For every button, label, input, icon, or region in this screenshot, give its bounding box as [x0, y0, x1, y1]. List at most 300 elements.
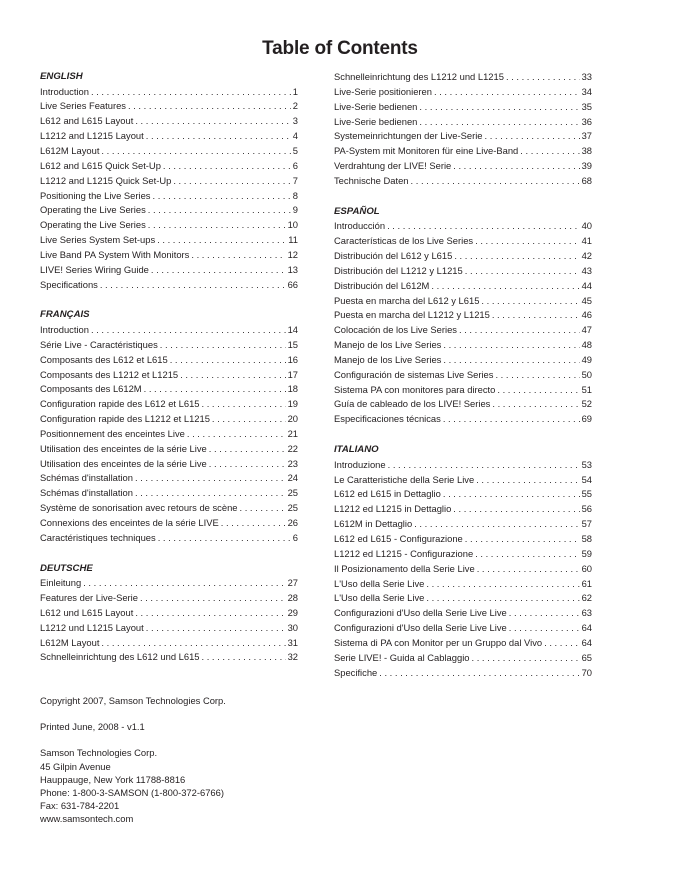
toc-entry[interactable]	[40, 412, 298, 427]
toc-entry[interactable]	[334, 606, 592, 621]
toc-entry-page: 44	[581, 279, 592, 291]
toc-entry-title: Live-Serie bedienen	[334, 115, 418, 127]
toc-entry-title: Introduction	[40, 324, 89, 335]
toc-entry-title: L1212 ed L1215 - Configurazione	[334, 547, 474, 559]
toc-entry-title: Technische Daten	[334, 174, 409, 186]
publisher-info	[40, 694, 226, 826]
toc-entry[interactable]	[40, 144, 298, 159]
toc-entry-page: 12	[287, 248, 298, 260]
dot-leader	[506, 70, 580, 85]
toc-column-left	[40, 70, 298, 681]
toc-entry-page: 25	[287, 502, 298, 514]
toc-entry-page: 32	[287, 651, 298, 663]
dot-leader	[477, 562, 580, 577]
toc-entry-title: Composants des L1212 et L1215	[40, 368, 179, 380]
toc-entry-page: 4	[292, 130, 298, 142]
toc-entry[interactable]	[40, 233, 298, 248]
toc-entry-title: L1212 and L1215 Quick Set-Up	[40, 174, 172, 186]
toc-entry-title: Connexions des enceintes de la série LIVE	[40, 516, 219, 528]
dot-leader	[202, 650, 286, 665]
dot-leader	[83, 576, 285, 591]
toc-entry[interactable]	[334, 473, 592, 488]
toc-entry-page: 20	[287, 413, 298, 425]
toc-entry-title: Systemeinrichtungen der Live-Serie	[334, 130, 483, 142]
toc-entry-page: 49	[581, 353, 592, 365]
toc-entry[interactable]	[40, 576, 298, 591]
toc-entry-page: 51	[581, 383, 592, 395]
toc-entry[interactable]	[40, 457, 298, 472]
dot-leader	[151, 263, 286, 278]
toc-entry-page: 27	[287, 577, 298, 589]
toc-entry-title: Einleitung	[40, 577, 82, 589]
dot-leader	[426, 577, 579, 592]
dot-leader	[146, 621, 286, 636]
dot-leader	[472, 651, 580, 666]
toc-entry-page: 55	[581, 488, 592, 500]
toc-entry-title: Introduction	[40, 85, 89, 97]
toc-entry-title: Operating the Live Series	[40, 204, 146, 216]
toc-entry-title: Live Band PA System With Monitors	[40, 248, 190, 260]
toc-entry[interactable]	[334, 502, 592, 517]
dot-leader	[163, 159, 291, 174]
toc-entry[interactable]	[40, 606, 298, 621]
toc-entry[interactable]	[40, 636, 298, 651]
toc-entry-title: Características de los Live Series	[334, 235, 474, 247]
toc-entry-title: Configuration rapide des L612 et L615	[40, 398, 200, 410]
dot-leader	[212, 412, 286, 427]
toc-entry-page: 45	[581, 294, 592, 306]
toc-entry-title: Sistema PA con monitores para directo	[334, 383, 496, 395]
toc-entry[interactable]	[334, 308, 592, 323]
company-street: 45 Gilpin Avenue	[40, 760, 111, 772]
toc-entry[interactable]	[334, 219, 592, 234]
toc-entry[interactable]	[40, 397, 298, 412]
toc-entry-title: L1212 and L1215 Layout	[40, 130, 144, 142]
dot-leader	[140, 591, 286, 606]
toc-entry-title: Schémas d'installation	[40, 472, 133, 484]
dot-leader	[240, 501, 286, 516]
dot-leader	[209, 457, 286, 472]
toc-entry-title: Caractéristiques techniques	[40, 531, 156, 543]
toc-entry-title: Guía de cableado de los LIVE! Series	[334, 398, 491, 410]
toc-entry[interactable]	[334, 458, 592, 473]
toc-entry[interactable]	[40, 353, 298, 368]
toc-entry[interactable]	[40, 442, 298, 457]
toc-entry[interactable]	[334, 487, 592, 502]
toc-entry-title: Configurazioni d'Uso della Serie Live Live	[334, 607, 507, 619]
toc-entry-page: 66	[287, 278, 298, 290]
dot-leader	[135, 606, 285, 621]
dot-leader	[202, 397, 286, 412]
toc-entry[interactable]	[334, 279, 592, 294]
toc-entry-page: 28	[287, 592, 298, 604]
toc-entry[interactable]	[334, 397, 592, 412]
toc-section-english	[40, 70, 298, 292]
company-fax: Fax: 631-784-2201	[40, 800, 120, 812]
toc-entry-page: 33	[581, 71, 592, 82]
toc-entry-title: Live Series Features	[40, 100, 126, 112]
toc-list	[40, 576, 298, 665]
toc-entry[interactable]	[40, 368, 298, 383]
toc-entry-title: Série Live - Caractéristiques	[40, 338, 158, 350]
dot-leader	[443, 353, 579, 368]
toc-entry-page: 2	[292, 100, 298, 112]
dot-leader	[101, 636, 285, 651]
toc-entry[interactable]	[334, 666, 592, 681]
toc-entry[interactable]	[334, 412, 592, 427]
toc-entry-title: Système de sonorisation avec retours de scène	[40, 502, 238, 514]
toc-entry-title: Schémas d'installation	[40, 487, 133, 499]
toc-entry-page: 36	[581, 115, 592, 127]
company-city: Hauppauge, New York 11788-8816	[40, 773, 186, 785]
toc-entry-page: 46	[581, 309, 592, 321]
toc-entry[interactable]	[40, 486, 298, 501]
toc-entry-title: L612M in Dettaglio	[334, 518, 413, 530]
toc-entry-title: L612M Layout	[40, 636, 100, 648]
toc-entry-page: 25	[287, 487, 298, 499]
toc-entry-title: Positioning the Live Series	[40, 189, 151, 201]
toc-entry[interactable]	[40, 263, 298, 278]
toc-entry[interactable]	[40, 621, 298, 636]
toc-entry-page: 63	[581, 607, 592, 619]
dot-leader	[509, 621, 580, 636]
dot-leader	[434, 85, 580, 100]
toc-entry[interactable]	[334, 517, 592, 532]
toc-entry-page: 30	[287, 621, 298, 633]
toc-entry-title: Puesta en marcha del L612 y L615	[334, 294, 480, 306]
toc-entry-page: 6	[292, 531, 298, 543]
toc-entry-page: 31	[287, 636, 298, 648]
dot-leader	[209, 442, 286, 457]
dot-leader	[414, 517, 579, 532]
toc-list	[334, 219, 592, 427]
toc-entry-page: 38	[581, 145, 592, 157]
toc-entry-title: Distribución del L612 y L615	[334, 250, 453, 262]
toc-entry-title: Composants des L612M	[40, 383, 142, 395]
toc-entry-page: 24	[287, 472, 298, 484]
toc-entry-page: 56	[581, 503, 592, 515]
toc-entry[interactable]	[334, 249, 592, 264]
toc-entry-page: 40	[581, 220, 592, 232]
toc-entry-title: L1212 und L1215 Layout	[40, 621, 144, 633]
dot-leader	[144, 382, 286, 397]
dot-leader	[465, 264, 580, 279]
toc-entry-title: Serie LIVE! - Guida al Cablaggio	[334, 651, 470, 663]
toc-entry-page: 16	[287, 353, 298, 365]
toc-entry[interactable]	[334, 591, 592, 606]
dot-leader	[453, 502, 579, 517]
toc-entry-page: 64	[581, 636, 592, 648]
toc-section-deutsche	[40, 562, 298, 666]
toc-entry[interactable]	[334, 532, 592, 547]
toc-entry[interactable]	[40, 248, 298, 263]
toc-entry[interactable]	[40, 174, 298, 189]
toc-entry-title: Specifications	[40, 278, 98, 290]
page-title: Table of Contents	[262, 38, 418, 59]
toc-entry-page: 35	[581, 100, 592, 112]
dot-leader	[520, 144, 579, 159]
toc-entry-title: L1212 ed L1215 in Dettaglio	[334, 503, 452, 515]
toc-entry-page: 62	[581, 592, 592, 604]
toc-entry[interactable]	[334, 323, 592, 338]
toc-entry-title: Live-Serie positionieren	[334, 85, 432, 97]
dot-leader	[135, 486, 286, 501]
toc-entry[interactable]	[40, 471, 298, 486]
company-phone: Phone: 1-800-3-SAMSON (1-800-372-6766)	[40, 787, 224, 799]
toc-entry-page: 69	[581, 413, 592, 425]
toc-list	[40, 85, 298, 293]
toc-section-deutsche-continued	[334, 70, 592, 189]
toc-entry-title: Le Caratteristiche della Serie Live	[334, 473, 475, 485]
toc-entry-page: 65	[581, 651, 592, 663]
toc-section-francais	[40, 308, 298, 545]
dot-leader	[465, 532, 580, 547]
toc-entry[interactable]	[334, 562, 592, 577]
toc-entry-title: Utilisation des enceintes de la série Live	[40, 442, 207, 454]
toc-entry[interactable]	[40, 85, 298, 100]
toc-entry[interactable]	[40, 338, 298, 353]
toc-entry[interactable]	[334, 294, 592, 309]
toc-column-right	[334, 70, 592, 696]
toc-entry-title: Colocación de los Live Series	[334, 324, 457, 336]
dot-leader	[485, 129, 580, 144]
toc-entry[interactable]	[334, 368, 592, 383]
toc-entry[interactable]	[40, 323, 298, 338]
copyright-text: Copyright 2007, Samson Technologies Corp.	[40, 695, 226, 706]
dot-leader	[454, 249, 579, 264]
toc-entry-page: 41	[581, 235, 592, 247]
toc-entry-page: 29	[287, 606, 298, 618]
toc-entry-page: 58	[581, 532, 592, 544]
dot-leader	[187, 427, 286, 442]
toc-section-espanol	[334, 205, 592, 427]
toc-entry[interactable]	[334, 353, 592, 368]
toc-entry-title: L612 and L615 Layout	[40, 115, 134, 127]
company-name: Samson Technologies Corp.	[40, 747, 158, 759]
toc-entry-title: Utilisation des enceintes de la série Live	[40, 457, 207, 469]
toc-entry[interactable]	[334, 651, 592, 666]
toc-entry-page: 34	[581, 85, 592, 97]
dot-leader	[173, 174, 290, 189]
toc-entry[interactable]	[334, 577, 592, 592]
toc-entry[interactable]	[334, 159, 592, 174]
toc-entry-page: 47	[581, 324, 592, 336]
toc-entry[interactable]	[40, 516, 298, 531]
dot-leader	[492, 397, 579, 412]
dot-leader	[411, 174, 580, 189]
toc-entry-page: 39	[581, 160, 592, 172]
toc-entry-page: 23	[287, 457, 298, 469]
dot-leader	[497, 383, 579, 398]
toc-entry-page: 68	[581, 174, 592, 186]
toc-entry-page: 21	[287, 427, 298, 439]
toc-entry-page: 22	[287, 442, 298, 454]
toc-entry[interactable]	[40, 218, 298, 233]
toc-entry-title: PA-System mit Monitoren für eine Live-Band	[334, 145, 519, 157]
dot-leader	[475, 234, 579, 249]
toc-entry[interactable]	[40, 278, 298, 293]
toc-entry[interactable]	[334, 174, 592, 189]
dot-leader	[191, 248, 285, 263]
toc-list	[334, 458, 592, 681]
toc-entry-title: L'Uso della Serie Live	[334, 577, 425, 589]
toc-entry[interactable]	[334, 144, 592, 159]
toc-entry-page: 19	[287, 398, 298, 410]
toc-entry-page: 64	[581, 622, 592, 634]
toc-entry-page: 37	[581, 130, 592, 142]
toc-entry-page: 11	[288, 234, 298, 246]
toc-entry-page: 9	[292, 204, 298, 216]
dot-leader	[509, 606, 580, 621]
toc-entry[interactable]	[334, 85, 592, 100]
toc-list	[334, 70, 592, 189]
dot-leader	[459, 323, 580, 338]
toc-entry[interactable]	[334, 547, 592, 562]
toc-entry-title: Live Series System Set-ups	[40, 234, 156, 246]
toc-entry-title: Configurazioni d'Uso della Serie Live Live	[334, 622, 507, 634]
dot-leader	[135, 471, 286, 486]
dot-leader	[100, 278, 286, 293]
dot-leader	[91, 85, 291, 100]
toc-entry-page: 54	[581, 473, 592, 485]
toc-entry-page: 57	[581, 518, 592, 530]
dot-leader	[379, 666, 579, 681]
toc-entry-title: Composants des L612 et L615	[40, 353, 168, 365]
toc-entry-page: 15	[287, 338, 298, 350]
toc-entry[interactable]	[334, 636, 592, 651]
toc-entry-title: Manejo de los Live Series	[334, 339, 442, 351]
toc-entry[interactable]	[40, 382, 298, 397]
toc-entry[interactable]	[40, 650, 298, 665]
toc-entry-title: LIVE! Series Wiring Guide	[40, 263, 149, 275]
printed-date: Printed June, 2008 - v1.1	[40, 721, 145, 733]
toc-entry-page: 42	[581, 250, 592, 262]
toc-entry-title: Introducción	[334, 220, 386, 232]
toc-entry[interactable]	[40, 114, 298, 129]
toc-entry-title: Specifiche	[334, 666, 378, 678]
toc-entry-title: Configuración de sistemas Live Series	[334, 368, 494, 380]
toc-entry[interactable]	[334, 129, 592, 144]
toc-entry-page: 50	[581, 368, 592, 380]
toc-entry-title: L'Uso della Serie Live	[334, 592, 425, 604]
toc-entry-title: Sistema di PA con Monitor per un Gruppo dal Vivo	[334, 636, 543, 648]
toc-entry-page: 8	[292, 189, 298, 201]
dot-leader	[148, 203, 291, 218]
toc-entry[interactable]	[40, 427, 298, 442]
section-heading: ESPAÑOL	[334, 205, 380, 217]
toc-entry-page: 52	[581, 398, 592, 410]
toc-entry-title: Schnelleinrichtung des L1212 und L1215	[334, 71, 504, 82]
dot-leader	[492, 308, 580, 323]
toc-entry[interactable]	[40, 501, 298, 516]
toc-entry-title: Distribución del L1212 y L1215	[334, 264, 463, 276]
dot-leader	[101, 144, 290, 159]
toc-entry-title: L612 und L615 Layout	[40, 606, 134, 618]
dot-leader	[544, 636, 579, 651]
dot-leader	[419, 100, 579, 115]
dot-leader	[443, 412, 580, 427]
section-heading: ITALIANO	[334, 444, 379, 456]
section-heading: FRANÇAIS	[40, 309, 90, 321]
toc-entry-title: Manejo de los Live Series	[334, 353, 442, 365]
dot-leader	[148, 218, 286, 233]
dot-leader	[453, 159, 579, 174]
toc-entry[interactable]	[40, 531, 298, 546]
toc-entry-title: Puesta en marcha del L1212 y L1215	[334, 309, 490, 321]
dot-leader	[91, 323, 286, 338]
toc-entry-title: Introduzione	[334, 458, 386, 470]
toc-section-italiano	[334, 443, 592, 680]
toc-entry[interactable]	[334, 383, 592, 398]
toc-entry[interactable]	[334, 264, 592, 279]
toc-entry-page: 6	[292, 159, 298, 171]
dot-leader	[146, 129, 291, 144]
toc-list	[40, 323, 298, 546]
section-heading: DEUTSCHE	[40, 562, 93, 574]
toc-entry-title: Schnelleinrichtung des L612 und L615	[40, 651, 200, 663]
toc-entry-title: Positionnement des enceintes Live	[40, 427, 185, 439]
dot-leader	[152, 189, 290, 204]
dot-leader	[443, 487, 580, 502]
toc-entry[interactable]	[40, 129, 298, 144]
toc-entry-page: 7	[292, 174, 298, 186]
toc-entry[interactable]	[334, 70, 592, 85]
toc-entry[interactable]	[334, 621, 592, 636]
toc-entry-page: 13	[287, 263, 298, 275]
dot-leader	[180, 368, 285, 383]
toc-entry[interactable]	[334, 115, 592, 130]
dot-leader	[158, 531, 291, 546]
toc-entry[interactable]	[40, 189, 298, 204]
toc-entry[interactable]	[40, 203, 298, 218]
company-website: www.samsontech.com	[40, 813, 134, 825]
dot-leader	[426, 591, 579, 606]
toc-entry[interactable]	[40, 99, 298, 114]
toc-entry-page: 53	[581, 458, 592, 470]
toc-entry[interactable]	[334, 338, 592, 353]
toc-entry-page: 48	[581, 339, 592, 351]
toc-entry-title: Especificaciones técnicas	[334, 413, 441, 425]
dot-leader	[157, 233, 286, 248]
toc-entry-title: Verdrahtung der LIVE! Serie	[334, 160, 452, 172]
toc-entry-page: 60	[581, 562, 592, 574]
toc-entry-title: Features der Live-Serie	[40, 592, 138, 604]
dot-leader	[495, 368, 579, 383]
dot-leader	[431, 279, 579, 294]
toc-entry-page: 26	[287, 516, 298, 528]
dot-leader	[128, 99, 291, 114]
toc-entry[interactable]	[334, 100, 592, 115]
toc-entry[interactable]	[40, 159, 298, 174]
toc-entry-title: Il Posizionamento della Serie Live	[334, 562, 475, 574]
toc-entry-page: 3	[292, 115, 298, 127]
toc-entry-title: Distribución del L612M	[334, 279, 430, 291]
toc-entry-page: 70	[581, 666, 592, 678]
dot-leader	[475, 547, 579, 562]
toc-entry-title: L612 ed L615 - Configurazione	[334, 532, 463, 544]
toc-entry[interactable]	[40, 591, 298, 606]
toc-entry-page: 10	[287, 219, 298, 231]
toc-entry[interactable]	[334, 234, 592, 249]
dot-leader	[221, 516, 286, 531]
toc-entry-title: L612M Layout	[40, 144, 100, 156]
dot-leader	[160, 338, 286, 353]
toc-entry-title: L612 and L615 Quick Set-Up	[40, 159, 161, 171]
toc-entry-title: Configuration rapide des L1212 et L1215	[40, 413, 210, 425]
toc-entry-page: 43	[581, 264, 592, 276]
section-heading: ENGLISH	[40, 71, 83, 82]
toc-entry-page: 59	[581, 547, 592, 559]
